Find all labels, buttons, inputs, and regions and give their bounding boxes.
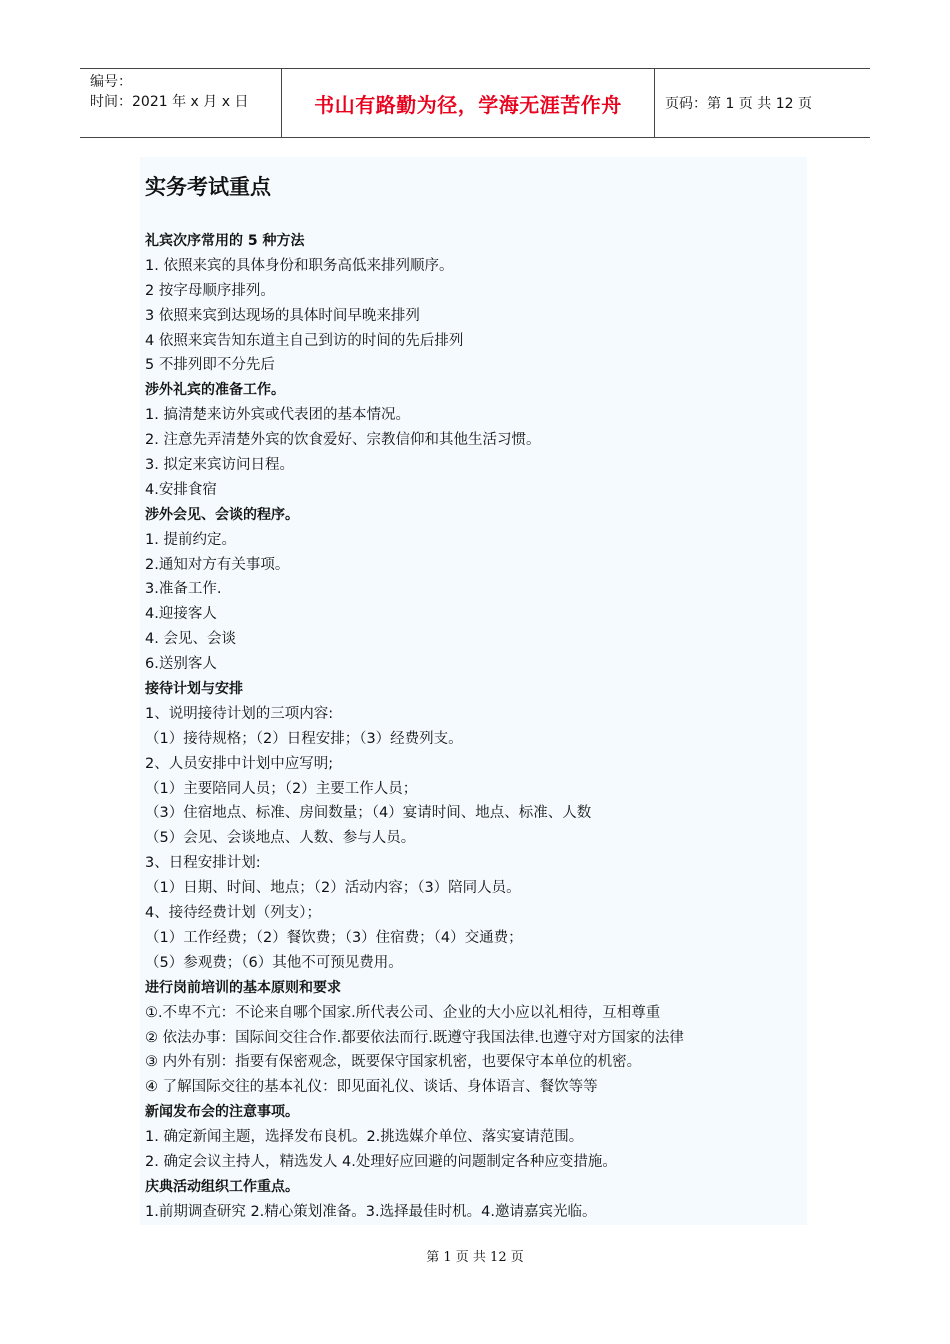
text-line: 4.安排食宿 (145, 481, 217, 498)
date-label: 时间：2021 年 x 月 x 日 (90, 94, 249, 110)
code-label: 编号： (90, 74, 132, 90)
section-heading: 庆典活动组织工作重点。 (145, 1178, 299, 1195)
text-line: ③ 内外有别：指要有保密观念，既要保守国家机密，也要保守本单位的机密。 (145, 1054, 642, 1071)
document-title: 实务考试重点 (145, 175, 271, 199)
text-line: 2. 注意先弄清楚外宾的饮食爱好、宗教信仰和其他生活习惯。 (145, 432, 541, 449)
text-line: 3.准备工作. (145, 581, 222, 598)
text-line: 2. 确定会议主持人，精选发人 4.处理好应回避的问题制定各种应变措施。 (145, 1153, 617, 1170)
section-heading: 进行岗前培训的基本原则和要求 (145, 979, 341, 996)
text-line: 3、日程安排计划: (145, 855, 261, 872)
header-motto: 书山有路勤为径，学海无涯苦作舟 (282, 69, 655, 137)
text-line: ①.不卑不亢：不论来自哪个国家.所代表公司、企业的大小应以礼相待，互相尊重 (145, 1004, 661, 1021)
text-line: 4、接待经费计划（列支）； (145, 905, 321, 922)
section-heading: 接待计划与安排 (145, 681, 243, 698)
text-line: （1）日期、时间、地点；（2）活动内容；（3）陪同人员。 (145, 880, 521, 897)
text-line: 2 按字母顺序排列。 (145, 282, 275, 299)
text-line: 1. 依照来宾的具体身份和职务高低来排列顺序。 (145, 257, 454, 274)
text-line: 6.送别客人 (145, 656, 217, 673)
section-heading: 涉外礼宾的准备工作。 (145, 382, 285, 399)
text-line: （1）接待规格；（2）日程安排；（3）经费列支。 (145, 730, 463, 747)
section-heading: 礼宾次序常用的 5 种方法 (145, 233, 305, 249)
text-line: 1、说明接待计划的三项内容: (145, 705, 334, 722)
text-line: 2.通知对方有关事项。 (145, 556, 290, 573)
text-line: 4. 会见、会谈 (145, 631, 236, 648)
text-line: （1）工作经费；（2）餐饮费；（3）住宿费；（4）交通费； (145, 929, 523, 946)
text-line: 1. 确定新闻主题，选择发布良机。2.挑选媒介单位、落实宴请范围。 (145, 1129, 584, 1146)
text-line: 1. 提前约定。 (145, 531, 236, 548)
text-line: 4.迎接客人 (145, 606, 217, 623)
text-line: 2、人员安排中计划中应写明; (145, 755, 334, 772)
document-lines (145, 229, 807, 1225)
text-line: 1. 搞清楚来访外宾或代表团的基本情况。 (145, 407, 410, 424)
header-meta (80, 69, 282, 137)
text-line: （3）住宿地点、标准、房间数量；（4）宴请时间、地点、标准、人数 (145, 805, 592, 822)
text-line: 1.前期调查研究 2.精心策划准备。3.选择最佳时机。4.邀请嘉宾光临。 (145, 1203, 597, 1220)
text-line: 5 不排列即不分先后 (145, 357, 275, 374)
header-page-info: 页码：第 1 页 共 12 页 (665, 96, 812, 112)
text-line: 4 依照来宾告知东道主自己到访的时间的先后排列 (145, 332, 464, 349)
text-line: （5）会见、会谈地点、人数、参与人员。 (145, 830, 416, 847)
text-line: ④ 了解国际交往的基本礼仪：即见面礼仪、谈话、身体语言、餐饮等等 (145, 1079, 598, 1096)
page-footer: 第 1 页 共 12 页 (426, 1250, 524, 1265)
text-line: ② 依法办事：国际间交往合作.都要依法而行.既遵守我国法律.也遵守对方国家的法律 (145, 1029, 684, 1046)
text-line: 3. 拟定来宾访问日程。 (145, 457, 294, 474)
text-line: （5）参观费；（6）其他不可预见费用。 (145, 954, 403, 971)
section-heading: 涉外会见、会谈的程序。 (145, 506, 299, 523)
page-header (80, 68, 870, 138)
section-heading: 新闻发布会的注意事项。 (145, 1104, 299, 1121)
text-line: （1）主要陪同人员；（2）主要工作人员； (145, 780, 418, 797)
text-line: 3 依照来宾到达现场的具体时间早晚来排列 (145, 307, 420, 324)
document-body (140, 157, 807, 1225)
